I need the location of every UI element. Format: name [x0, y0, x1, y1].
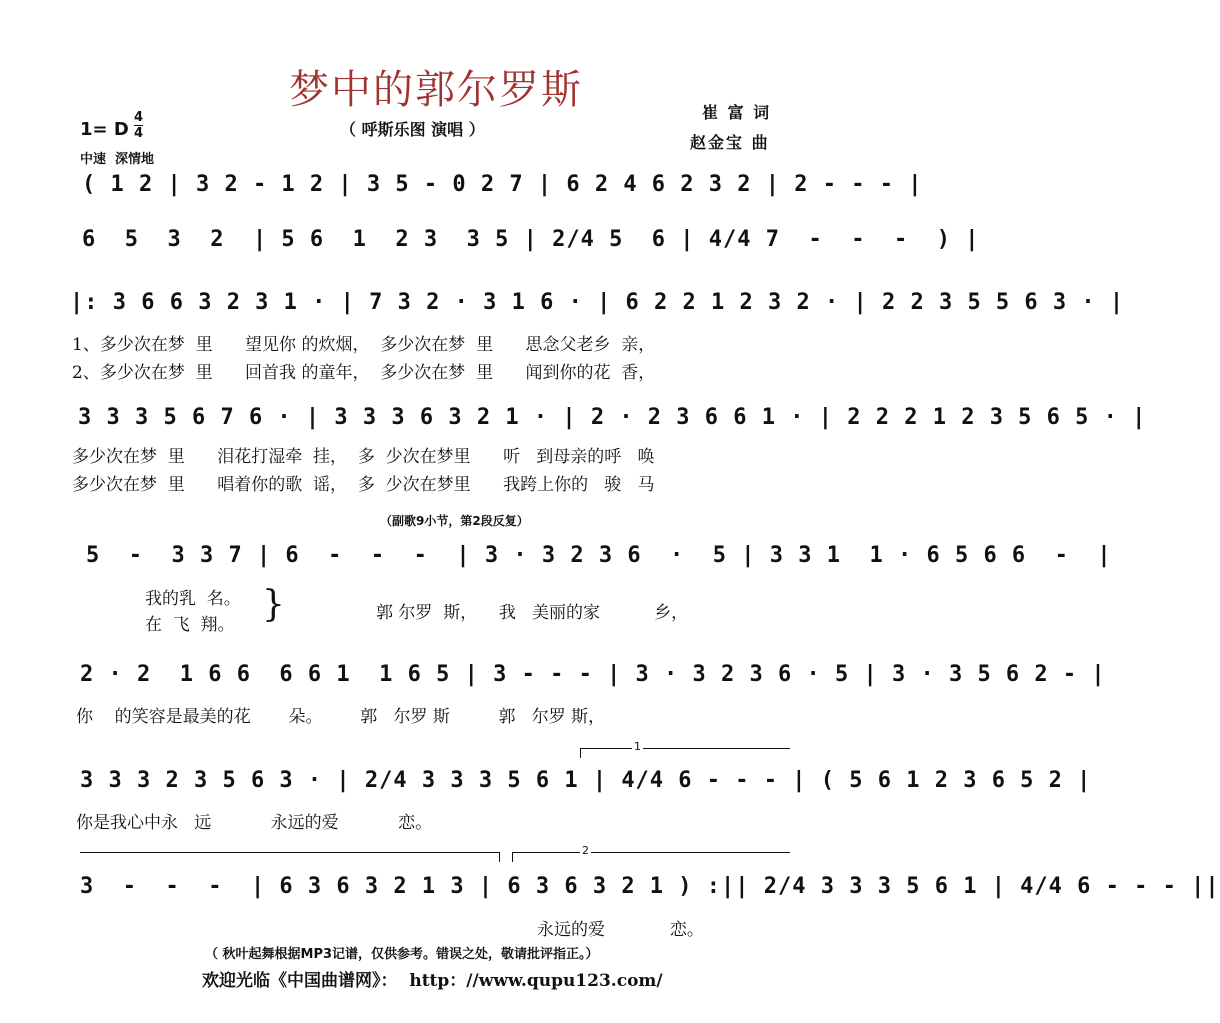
volta-1-tick — [580, 748, 581, 758]
notation-row-7: 3 3 3 2 3 5 6 3 · | 2/4 3 3 3 5 6 1 | 4/4 6 - - - | ( 5 6 1 2 3 6 5 2 | — [80, 768, 1092, 793]
time-signature — [134, 110, 143, 141]
notation-row-1: ( 1 2 | 3 2 - 1 2 | 3 5 - 0 2 7 | 6 2 4 6 2 3 2 | 2 - - - | — [82, 172, 923, 197]
volta-1-label: 1 — [634, 740, 641, 753]
lyric-line-5c: 郭 尔罗 斯， 我 美丽的家 乡， — [376, 603, 689, 623]
lyric-line-7: 你是我心中永 远 永远的爱 恋。 — [76, 813, 433, 833]
lyric-brace-icon: } — [262, 584, 285, 625]
tempo-marking: 中速 深情地 — [80, 152, 155, 167]
notation-row-2: 6 5 3 2 | 5 6 1 2 3 3 5 | 2/4 5 6 | 4/4 7 - - - ) | — [82, 227, 980, 252]
volta-2-tick — [512, 852, 513, 862]
volta-1-bracket — [580, 748, 790, 749]
website-footer: 欢迎光临《中国曲谱网》： http：//www.qupu123.com/ — [202, 971, 663, 991]
lyric-line-4a: 多少次在梦 里 泪花打湿牵 挂， 多 少次在梦里 听 到母亲的呼 唤 — [72, 447, 655, 467]
lyric-line-5a: 我的乳 名。 — [145, 589, 241, 609]
composer-credit: 赵金宝 曲 — [690, 133, 770, 152]
volta-2-bracket — [512, 852, 790, 853]
meter-top: 4 — [134, 110, 144, 125]
transcription-notice: （ 秋叶起舞根据MP3记谱，仅供参考。错误之处，敬请批评指正。） — [205, 947, 599, 962]
meter-bottom: 4 — [134, 126, 144, 141]
lyric-line-5b: 在 飞 翔。 — [145, 615, 235, 635]
key-signature: 1= D — [80, 119, 129, 140]
chorus-note: （副歌9小节，第2段反复） — [380, 514, 529, 528]
performer-subtitle: （ 呼斯乐图 演唱 ） — [340, 120, 485, 139]
notation-row-6: 2 · 2 1 6 6 6 6 1 1 6 5 | 3 - - - | 3 · 3 2 3 6 · 5 | 3 · 3 5 6 2 - | — [80, 662, 1106, 687]
volta-1-end-tick — [499, 852, 500, 862]
lyric-line-3a: 1、多少次在梦 里 望见你 的炊烟， 多少次在梦 里 思念父老乡 亲， — [72, 335, 656, 355]
lyric-line-8: 永远的爱 恋。 — [537, 920, 704, 940]
volta-2-label: 2 — [582, 844, 589, 857]
notation-row-5: 5 - 3 3 7 | 6 - - - | 3 · 3 2 3 6 · 5 | 3 3 1 1 · 6 5 6 6 - | — [86, 543, 1112, 568]
notation-row-4: 3 3 3 5 6 7 6 · | 3 3 3 6 3 2 1 · | 2 · 2 3 6 6 1 · | 2 2 2 1 2 3 5 6 5 · | — [78, 405, 1147, 430]
notation-row-8: 3 - - - | 6 3 6 3 2 1 3 | 6 3 6 3 2 1 ) :|| 2/4 3 3 3 5 6 1 | 4/4 6 - - - || — [80, 874, 1220, 899]
song-title: 梦中的郭尔罗斯 — [289, 67, 583, 113]
lyricist-credit: 崔 富 词 — [702, 103, 772, 122]
lyric-line-3b: 2、多少次在梦 里 回首我 的童年， 多少次在梦 里 闻到你的花 香， — [72, 363, 656, 383]
notation-row-3: |: 3 6 6 3 2 3 1 · | 7 3 2 · 3 1 6 · | 6 2 2 1 2 3 2 · | 2 2 3 5 5 6 3 · | — [70, 290, 1125, 315]
lyric-line-4b: 多少次在梦 里 唱着你的歌 谣， 多 少次在梦里 我跨上你的 骏 马 — [72, 475, 655, 495]
lyric-line-6: 你 的笑容是最美的花 朵。 郭 尔罗 斯 郭 尔罗 斯， — [76, 707, 606, 727]
volta-1-continuation — [80, 852, 500, 853]
